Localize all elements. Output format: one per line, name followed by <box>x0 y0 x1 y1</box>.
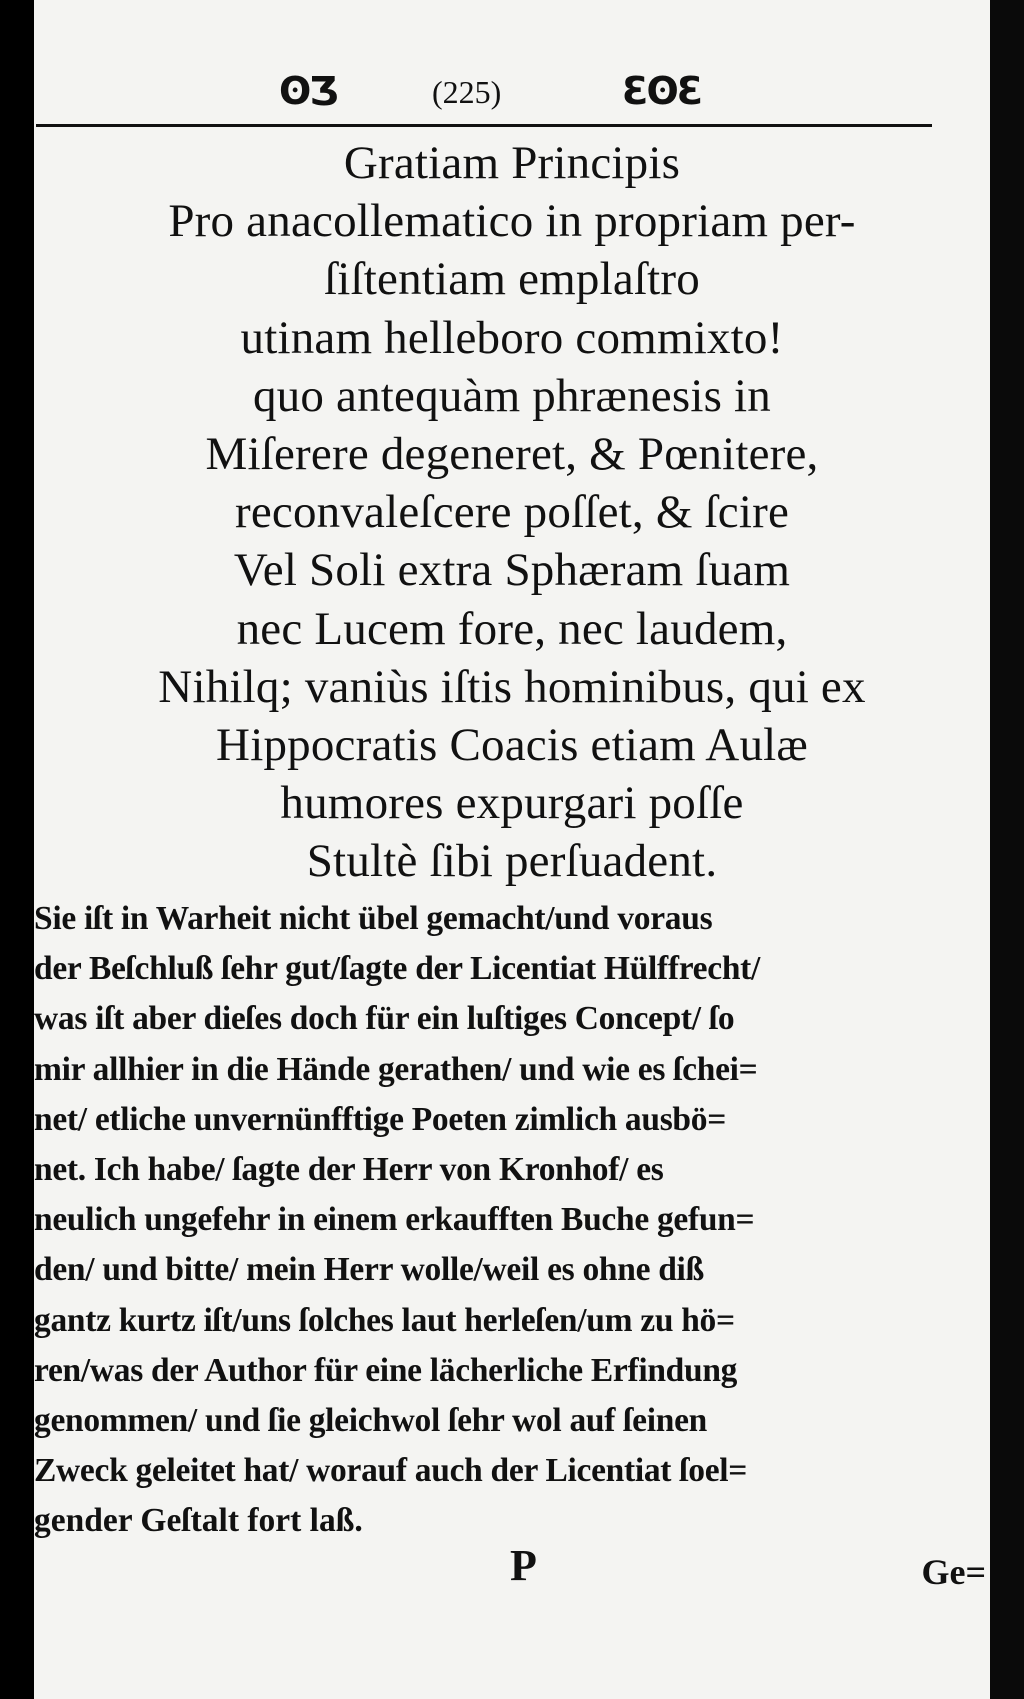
header-rule <box>36 124 932 127</box>
latin-line: quo antequàm phrænesis in <box>252 369 771 422</box>
german-line: mir allhier in die Hände gerathen/ und wie es ſchei= <box>34 1050 758 1088</box>
left-scan-edge <box>0 0 34 1699</box>
page-number: (225) <box>432 74 502 110</box>
latin-line: Vel Soli extra Sphæram ſuam <box>233 544 791 597</box>
latin-line: Stultè ſibi perſuadent. <box>306 835 718 888</box>
german-line: genommen/ und ſie gleichwol ſehr wol auf ſeinen <box>34 1402 707 1440</box>
german-line: gender Geſtalt fort laß. <box>34 1502 363 1540</box>
latin-line: ſiſtentiam emplaſtro <box>324 253 700 306</box>
latin-line: Hippocratis Coacis etiam Aulæ <box>216 719 808 772</box>
latin-line: utinam helleboro commixto! <box>240 311 784 364</box>
german-line: was iſt aber dieſes doch für ein luſtiges Concept/ ſo <box>34 1000 735 1038</box>
german-line: Zweck geleitet hat/ worauf auch der Licentiat ſoel= <box>34 1452 748 1490</box>
latin-line: Miſerere degeneret, & Pœnitere, <box>205 428 819 481</box>
latin-line: Nihilq; vaniùs iſtis hominibus, qui ex <box>158 660 866 713</box>
right-ornament-icon: ƐʘƐ <box>622 69 702 113</box>
german-line: net/ etliche unvernünfftige Poeten zimlich ausbö= <box>34 1100 727 1138</box>
page-content <box>34 0 990 1699</box>
german-line: ren/was der Author für eine lächerliche Erfindung <box>34 1351 738 1389</box>
signature-mark: P <box>510 1541 537 1590</box>
german-line: gantz kurtz iſt/uns ſolches laut herleſen/um zu hö= <box>34 1301 735 1339</box>
left-ornament-icon: ʘƷ <box>279 69 337 113</box>
catchword: Ge= <box>921 1552 986 1592</box>
german-line: net. Ich habe/ ſagte der Herr von Kronhof/ es <box>34 1151 664 1189</box>
right-scan-edge <box>990 0 1024 1699</box>
latin-line: Pro anacollematico in propriam per- <box>168 195 856 248</box>
latin-line: Gratiam Principis <box>343 137 681 189</box>
german-line: neulich ungefehr in einem erkaufften Buche gefun= <box>34 1201 755 1239</box>
german-line: den/ und bitte/ mein Herr wolle/weil es ohne diß <box>34 1251 704 1289</box>
latin-line: nec Lucem fore, nec laudem, <box>236 602 788 655</box>
latin-line: reconvaleſcere poſſet, & ſcire <box>234 486 790 539</box>
german-line: der Beſchluß ſehr gut/ſagte der Licentiat Hülffrecht/ <box>34 950 761 988</box>
latin-line: humores expurgari poſſe <box>280 777 744 830</box>
german-paragraph <box>34 894 934 1547</box>
german-line: Sie iſt in Warheit nicht übel gemacht/und voraus <box>34 900 713 937</box>
running-header <box>34 68 990 118</box>
latin-inscription <box>34 134 990 891</box>
